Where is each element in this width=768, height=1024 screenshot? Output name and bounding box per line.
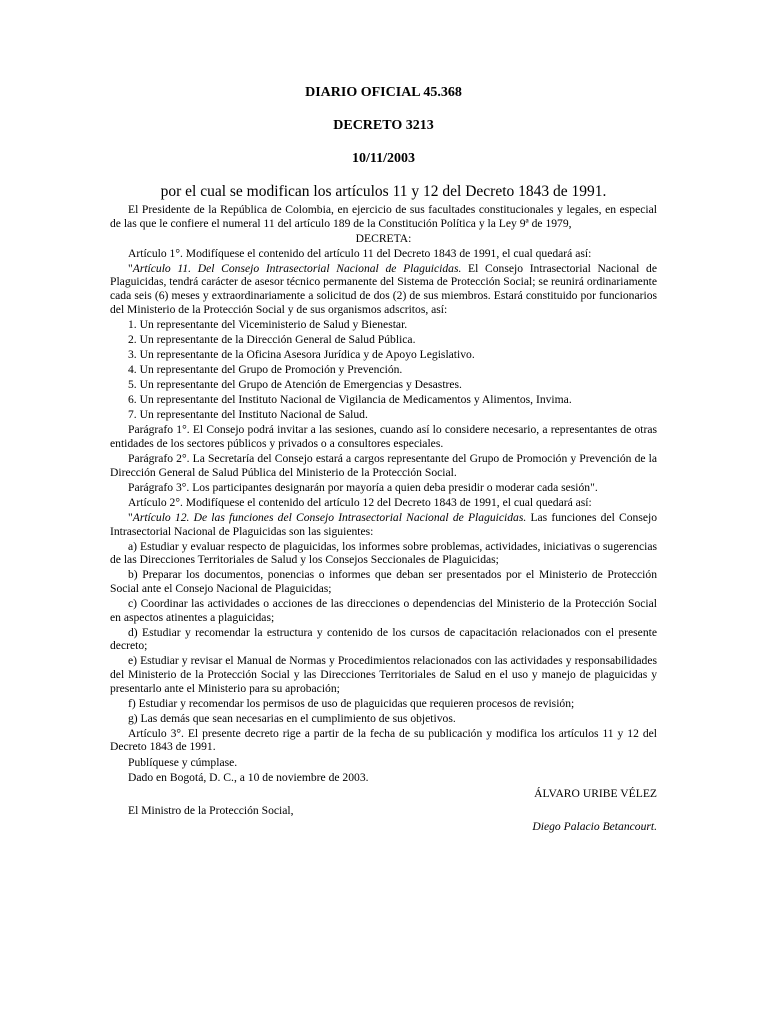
function-item: b) Preparar los documentos, ponencias o informes que deban ser presentados por el Ministerio de Protección Social ante el Consejo Nacional de Plaguicidas; <box>110 568 657 595</box>
paragrafo-3: Parágrafo 3°. Los participantes designarán por mayoría a quien deba presidir o moderar cada sesión". <box>128 480 598 494</box>
function-item: d) Estudiar y recomendar la estructura y contenido de los cursos de capacitación relacionados con el presente decreto; <box>110 625 657 653</box>
member-item: 3. Un representante de la Oficina Asesora Jurídica y de Apoyo Legislativo. <box>128 347 475 361</box>
decree-number: DECRETO 3213 <box>333 118 434 133</box>
decree-subtitle: por el cual se modifican los artículos 11 y 12 del Decreto 1843 de 1991. <box>160 183 607 200</box>
minister-title: El Ministro de la Protección Social, <box>128 803 294 817</box>
decreta-heading: DECRETA: <box>355 231 412 245</box>
quote-mark: " <box>128 510 133 524</box>
function-item: f) Estudiar y recomendar los permisos de uso de plaguicidas que requieren procesos de revisión; <box>128 696 575 710</box>
article-12-body: Las funciones del Consejo Intrasectorial Nacional de Plaguicidas son las siguientes: <box>110 510 657 538</box>
article-11-text <box>110 262 657 316</box>
member-item: 7. Un representante del Instituto Nacional de Salud. <box>128 408 368 422</box>
function-item: c) Coordinar las actividades o acciones de las direcciones o dependencias del Ministerio de la Protección Social en aspectos atinentes a plaguicidas; <box>110 597 657 624</box>
document-page <box>110 84 657 836</box>
gazette-title: DIARIO OFICIAL 45.368 <box>305 85 462 100</box>
paragrafo-2: Parágrafo 2°. La Secretaría del Consejo estará a cargos representante del Grupo de Promoción y Prevención de la Dirección General de Salud Pública del Ministerio de la Protección Social. <box>110 452 657 479</box>
president-signature: ÁLVARO URIBE VÉLEZ <box>534 787 657 801</box>
article-3: Artículo 3°. El presente decreto rige a partir de la fecha de su publicación y modifica los artículos 11 y 12 del Decreto 1843 de 1991. <box>110 726 657 754</box>
member-item: 1. Un representante del Viceministerio de Salud y Bienestar. <box>128 317 408 331</box>
paragrafo-1: Parágrafo 1°. El Consejo podrá invitar a las sesiones, cuando así lo considere necesario, a representantes de otras entidades de los sectores públicos y privados o a consultores especiales. <box>110 423 657 450</box>
decree-body <box>110 203 657 834</box>
minister-signature: Diego Palacio Betancourt. <box>532 820 657 834</box>
article-1-intro: Artículo 1°. Modifíquese el contenido del artículo 11 del Decreto 1843 de 1991, el cual quedará así: <box>128 246 592 260</box>
publiquese: Publíquese y cúmplase. <box>128 755 238 769</box>
dado-en: Dado en Bogotá, D. C., a 10 de noviembre de 2003. <box>128 770 369 784</box>
member-item: 6. Un representante del Instituto Nacional de Vigilancia de Medicamentos y Alimentos, Invima. <box>128 393 572 407</box>
quote-mark: " <box>128 261 133 275</box>
preamble: El Presidente de la República de Colombia, en ejercicio de sus facultades constitucionales y legales, en especial de las que le confiere el numeral 11 del artículo 189 de la Constitución Política y la Ley 9ª de 1979, <box>110 203 657 230</box>
decree-date: 10/11/2003 <box>351 151 415 166</box>
member-item: 2. Un representante de la Dirección General de Salud Pública. <box>128 332 416 346</box>
function-item: e) Estudiar y revisar el Manual de Normas y Procedimientos relacionados con las actividades y responsabilidades del Ministerio de la Protección Social y las Direcciones Territoriales de Salud en el uso y manejo de plaguicidas y presentarlo ante el Ministerio para su aprobación; <box>110 654 657 695</box>
article-2-intro: Artículo 2°. Modifíquese el contenido del artículo 12 del Decreto 1843 de 1991, el cual quedará así: <box>128 495 592 509</box>
member-item: 4. Un representante del Grupo de Promoción y Prevención. <box>128 363 403 377</box>
article-12-title: Artículo 12. De las funciones del Consejo Intrasectorial Nacional de Plaguicidas. <box>132 510 527 524</box>
member-item: 5. Un representante del Grupo de Atención de Emergencias y Desastres. <box>128 378 462 392</box>
function-item: a) Estudiar y evaluar respecto de plaguicidas, los informes sobre problemas, actividades, iniciativas o sugerencias de las Direcciones Territoriales de Salud y los Consejos Seccionales de Plaguicidas; <box>110 539 657 567</box>
function-item: g) Las demás que sean necesarias en el cumplimiento de sus objetivos. <box>128 711 456 725</box>
article-11-body: El Consejo Intrasectorial Nacional de Plaguicidas, tendrá carácter de asesor técnico permanente del Sistema de Protección Social; se reunirá ordinariamente cada seis (6) meses y extraordinariamente a solicitud de dos (2) de sus miembros. Estará constituido por funcionarios del Ministerio de la Protección Social y de sus organismos adscritos, así: <box>110 261 658 316</box>
article-11-title: Artículo 11. Del Consejo Intrasectorial Nacional de Plaguicidas. <box>132 261 462 275</box>
article-12-text <box>110 511 657 538</box>
